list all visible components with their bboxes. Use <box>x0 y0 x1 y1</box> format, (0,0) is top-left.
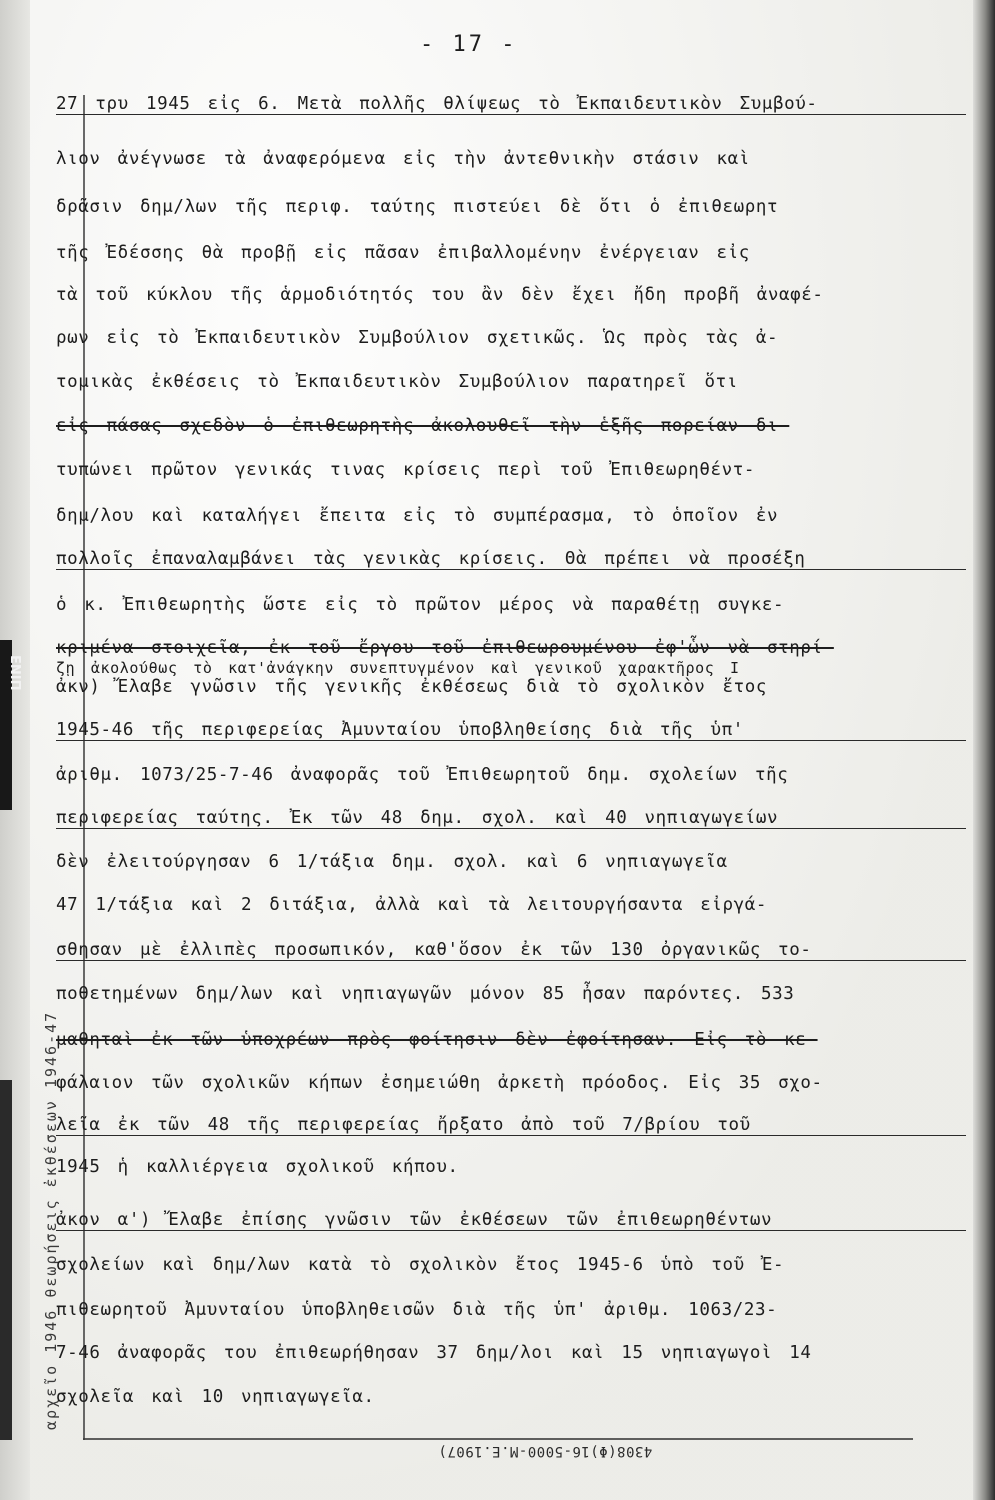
page-number: - 17 - <box>420 32 518 57</box>
page-edge-shadow <box>973 0 995 1500</box>
text-line: τυπώνει πρῶτον γενικάς τινας κρίσεις περὶ τοῦ Ἐπιθεωρηθέντ- <box>56 460 756 480</box>
text-line-struck: κριμένα στοιχεῖα, ἐκ τοῦ ἔργου τοῦ ἐπιθεωρουμένου ἐφ'ὧν νὰ στηρί- <box>56 638 834 658</box>
text-line: ἀκν) Ἔλαβε γνῶσιν τῆς γενικῆς ἐκθέσεως διὰ τὸ σχολικὸν ἔτος <box>56 677 768 697</box>
text-line: δρᾶσιν δημ/λων τῆς περιφ. ταύτης πιστεύει δὲ ὅτι ὁ ἐπιθεωρητ <box>56 197 779 217</box>
text-line: λιον ἀνέγνωσε τὰ ἀναφερόμενα εἰς τὴν ἀντεθνικὴν στάσιν καὶ <box>56 149 750 169</box>
text-line: ἀριθμ. 1073/25-7-46 ἀναφορᾶς τοῦ Ἐπιθεωρητοῦ δημ. σχολείων τῆς <box>56 765 789 785</box>
text-line: πολλοῖς ἐπαναλαμβάνει τὰς γενικὰς κρίσεις. Θὰ πρέπει νὰ προσέξη <box>56 549 966 570</box>
text-line: 1945-46 τῆς περιφερείας Ἀμυνταίου ὑποβληθείσης διὰ τῆς ὑπ' <box>56 720 966 741</box>
binding-shadow <box>0 1080 12 1440</box>
text-line: πιθεωρητοῦ Ἀμυνταίου ὑποβληθεισῶν διὰ τῆς ὑπ' ἀριθμ. 1063/23- <box>56 1300 778 1320</box>
text-line: ἀκον α') Ἔλαβε ἐπίσης γνῶσιν τῶν ἐκθέσεων τῶν ἐπιθεωρηθέντων <box>56 1210 966 1231</box>
margin-stamp: αρχεῖο 1946 θεωρήσεις ἐκθέσεων 1946-47 <box>42 1010 60 1430</box>
side-tag <box>2 655 22 699</box>
bottom-rule <box>83 1438 913 1440</box>
text-line: δημ/λου καὶ καταλήγει ἔπειτα εἰς τὸ συμπέρασμα, τὸ ὁποῖον ἐν <box>56 506 779 526</box>
text-line: τῆς Ἐδέσσης θὰ προβῇ εἰς πᾶσαν ἐπιβαλλομένην ἐνέργειαν εἰς <box>56 243 750 263</box>
text-line: τὰ τοῦ κύκλου τῆς ἁρμοδιότητός του ἂν δὲν ἔχει ἤδη προβῆ ἀναφέ- <box>56 285 824 305</box>
text-line: σχολείων καὶ δημ/λων κατὰ τὸ σχολικὸν ἔτος 1945-6 ὑπὸ τοῦ Ἐ- <box>56 1255 785 1275</box>
text-line: σθησαν μὲ ἐλλιπὲς προσωπικόν, καθ'ὅσον ἐκ τῶν 130 ὀργανικῶς το- <box>56 940 966 961</box>
text-line: 7-46 ἀναφορᾶς του ἐπιθεωρήθησαν 37 δημ/λοι καὶ 15 νηπιαγωγοὶ 14 <box>56 1343 812 1363</box>
text-line: σχολεῖα καὶ 10 νηπιαγωγεῖα. <box>56 1387 375 1407</box>
text-line: ζῃ ἀκολούθως τὸ κατ'ἀνάγκην συνεπτυγμένον καὶ γενικοῦ χαρακτῆρος Ι <box>56 659 740 677</box>
text-line: δὲν ἐλειτούργησαν 6 1/τάξια δημ. σχολ. καὶ 6 νηπιαγωγεῖα <box>56 852 728 872</box>
text-line: λεῖα ἐκ τῶν 48 τῆς περιφερείας ἤρξατο ἀπὸ τοῦ 7/βρίου τοῦ <box>56 1115 966 1136</box>
text-line-struck: μαθηταὶ ἐκ τῶν ὑποχρέων πρὸς φοίτησιν δὲν ἐφοίτησαν. Εἰς τὸ κε- <box>56 1030 818 1050</box>
text-line: 1945 ἡ καλλιέργεια σχολικοῦ κήπου. <box>56 1157 459 1177</box>
text-line: 27 τρυ 1945 εἰς 6. Μετὰ πολλῆς θλίψεως τὸ Ἐκπαιδευτικὸν Συμβού- <box>56 94 966 115</box>
text-line: ποθετημένων δημ/λων καὶ νηπιαγωγῶν μόνον 85 ἦσαν παρόντες. 533 <box>56 984 795 1004</box>
printer-imprint: 4308(Φ)16-5000-Μ.Ε.1907) <box>438 1443 653 1459</box>
text-line: περιφερείας ταύτης. Ἐκ τῶν 48 δημ. σχολ. καὶ 40 νηπιαγωγείων <box>56 808 966 829</box>
text-line: τομικὰς ἐκθέσεις τὸ Ἐκπαιδευτικὸν Συμβούλιον παρατηρεῖ ὅτι <box>56 372 738 392</box>
side-tag-text: ΕΝΙΠ <box>7 655 22 691</box>
text-line: ὁ κ. Ἐπιθεωρητὴς ὥστε εἰς τὸ πρῶτον μέρος νὰ παραθέτῃ συγκε- <box>56 595 785 615</box>
text-line-struck: εἰς πάσας σχεδὸν ὁ ἐπιθεωρητὴς ἀκολουθεῖ τὴν ἑξῆς πορείαν δι- <box>56 416 790 436</box>
text-line: 47 1/τάξια καὶ 2 διτάξια, ἀλλὰ καὶ τὰ λειτουργήσαντα εἰργά- <box>56 895 768 915</box>
text-line: ρων εἰς τὸ Ἐκπαιδευτικὸν Συμβούλιον σχετικῶς. Ὡς πρὸς τὰς ἀ- <box>56 328 779 348</box>
text-line: φάλαιον τῶν σχολικῶν κήπων ἐσημειώθη ἀρκετὴ πρόοδος. Εἰς 35 σχο- <box>56 1073 823 1093</box>
